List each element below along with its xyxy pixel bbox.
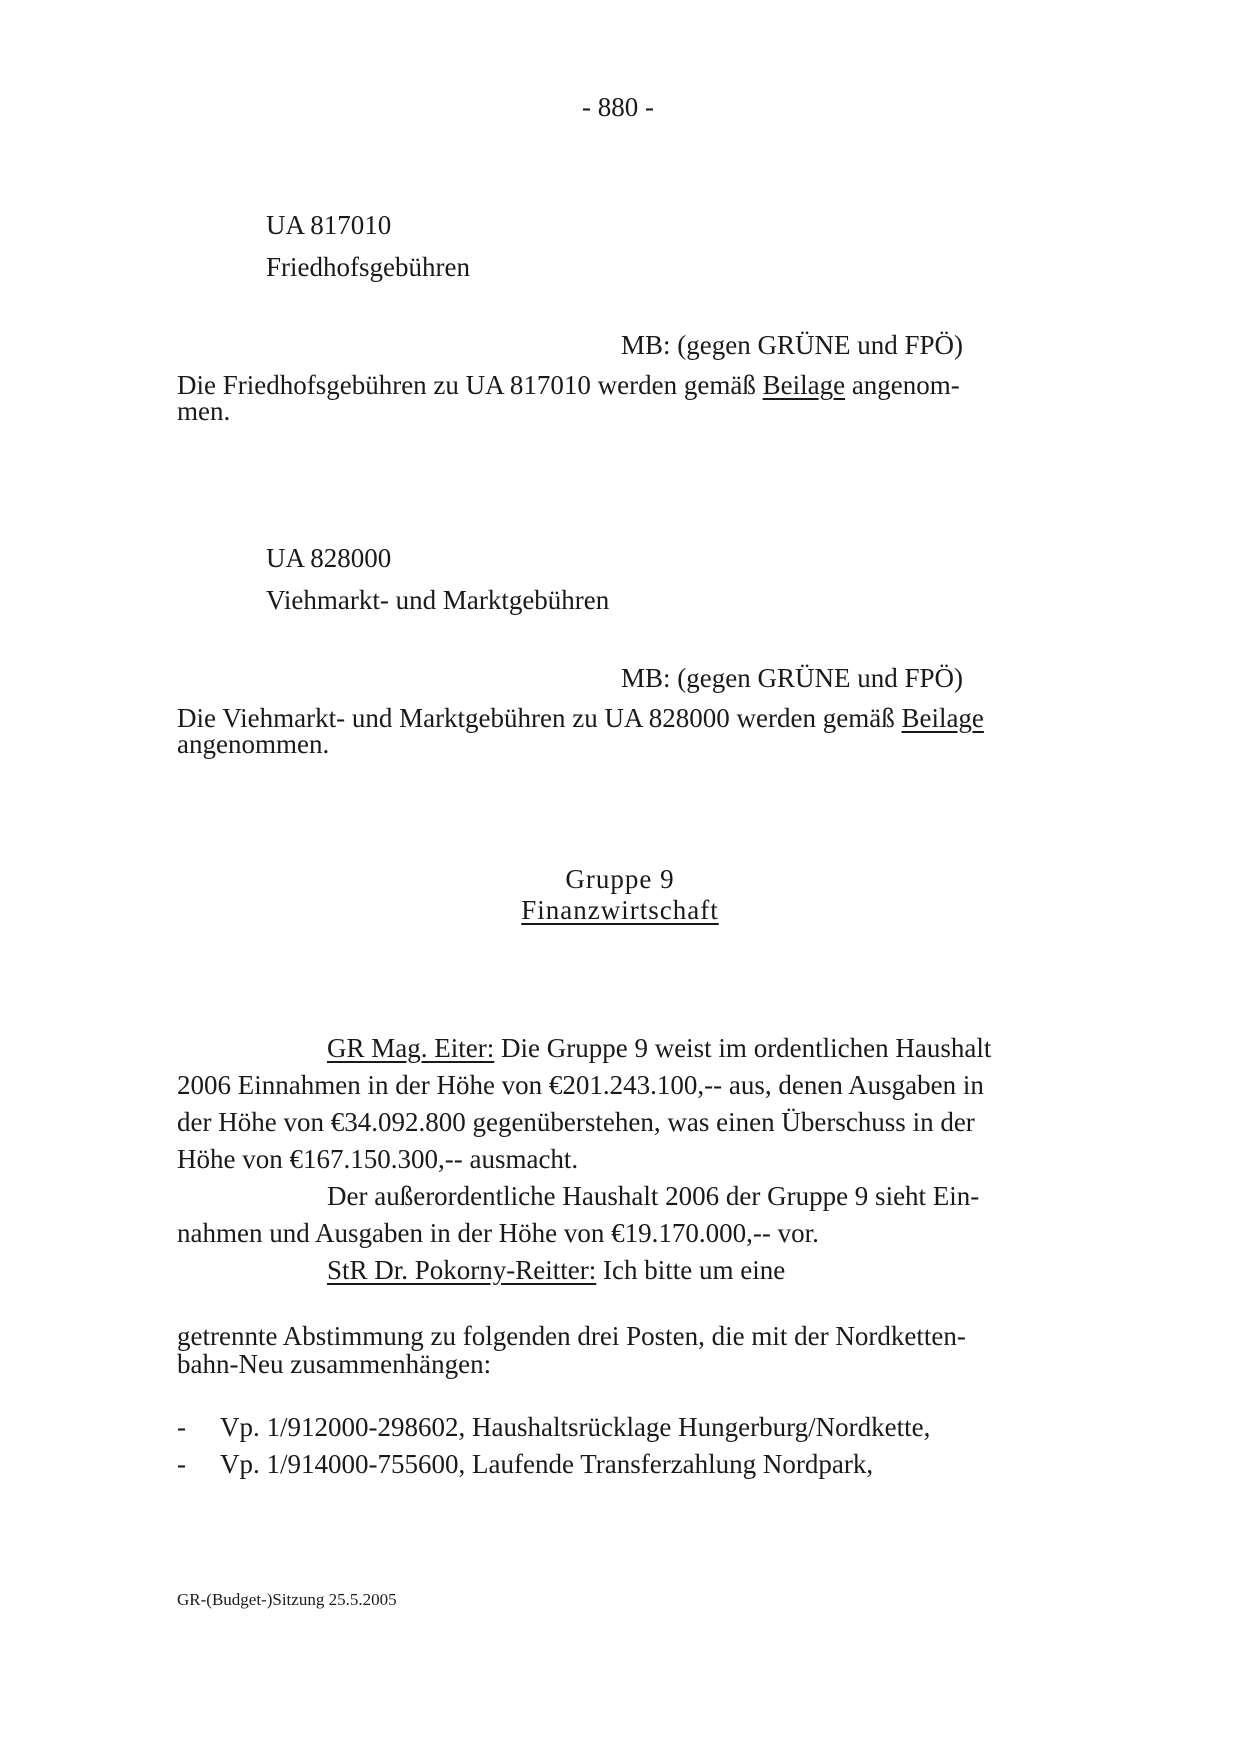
list-item [177, 1412, 186, 1443]
ua-code-817010: UA 817010 [266, 210, 392, 240]
resolution-1-line2: men. [177, 396, 231, 426]
speech2-text1: Ich bitte um eine [603, 1255, 786, 1285]
ua-code-828000: UA 828000 [266, 543, 392, 573]
vote-result-2: MB: (gegen GRÜNE und FPÖ) [621, 663, 963, 693]
group-subtitle-wrap [0, 895, 1240, 926]
speech2-line2: getrennte Abstimmung zu folgenden drei Posten, die mit der Nordketten- [177, 1321, 966, 1351]
speech1-line5: Der außerordentliche Haushalt 2006 der Gruppe 9 sieht Ein- [327, 1181, 980, 1211]
resolution-2-line2: angenommen. [177, 729, 330, 759]
group-subtitle: Finanzwirtschaft [521, 895, 719, 925]
footer-session: GR-(Budget-)Sitzung 25.5.2005 [177, 1590, 397, 1609]
speech1-line6: nahmen und Ausgaben in der Höhe von €19.170.000,-- vor. [177, 1218, 819, 1248]
speech2-line3: bahn-Neu zusammenhängen: [177, 1349, 492, 1379]
speech1-text1: Die Gruppe 9 weist im ordentlichen Haushalt [500, 1033, 992, 1063]
list-item [177, 1449, 186, 1480]
speech1-line4: Höhe von €167.150.300,-- ausmacht. [177, 1144, 579, 1174]
page-number: - 880 - [582, 92, 654, 122]
speech1-line1 [327, 1033, 991, 1064]
list-item-text: Vp. 1/912000-298602, Haushaltsrücklage Hungerburg/Nordkette, [220, 1412, 931, 1442]
resolution-1-text: Die Friedhofsgebühren zu UA 817010 werden gemäß [177, 370, 756, 400]
resolution-1 [177, 370, 960, 427]
speaker-pokorny-reitter: StR Dr. Pokorny-Reitter: [327, 1255, 597, 1285]
ua-title-friedhof: Friedhofsgebühren [266, 252, 470, 282]
group-title: Gruppe 9 [565, 864, 675, 894]
resolution-2-text: Die Viehmarkt- und Marktgebühren zu UA 828000 werden gemäß [177, 703, 895, 733]
ua-title-viehmarkt: Viehmarkt- und Marktgebühren [266, 585, 610, 615]
vote-result-1: MB: (gegen GRÜNE und FPÖ) [621, 330, 963, 360]
list-item-text: Vp. 1/914000-755600, Laufende Transferzahlung Nordpark, [220, 1449, 874, 1479]
list-dash: - [177, 1449, 186, 1479]
resolution-2 [177, 703, 984, 760]
speech1-line2: 2006 Einnahmen in der Höhe von €201.243.100,-- aus, denen Ausgaben in [177, 1070, 984, 1100]
speech1-line3: der Höhe von €34.092.800 gegenüberstehen, was einen Überschuss in der [177, 1107, 975, 1137]
beilage-link-2[interactable]: Beilage [901, 703, 984, 733]
resolution-1-text-end: angenom- [851, 370, 960, 400]
list-dash: - [177, 1412, 186, 1442]
beilage-link-1[interactable]: Beilage [762, 370, 846, 400]
speech2-line1 [327, 1255, 785, 1286]
speaker-eiter: GR Mag. Eiter: [327, 1033, 495, 1063]
